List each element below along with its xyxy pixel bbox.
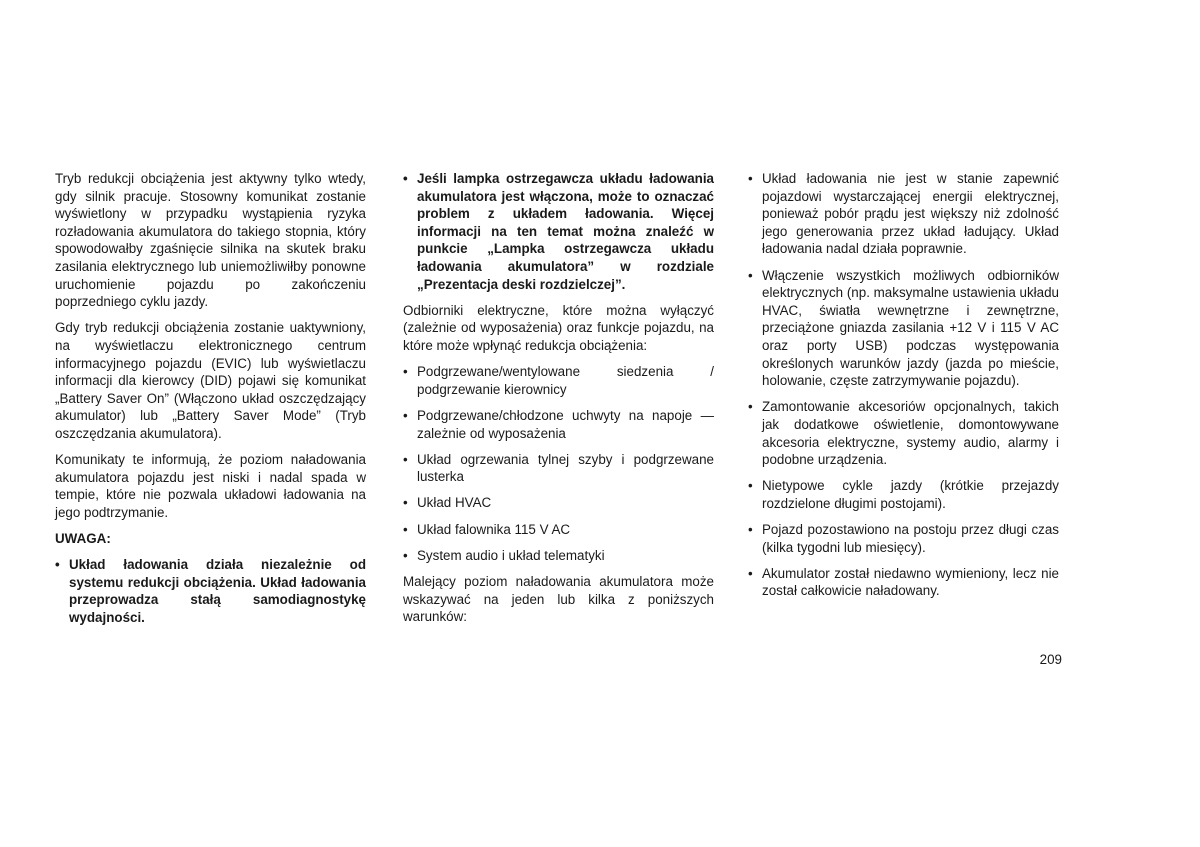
loads-list (403, 363, 714, 564)
list-item: • Układ ogrzewania tylnej szyby i podgrzewane lusterka (403, 451, 714, 486)
right-column (748, 170, 1059, 609)
loads-intro-paragraph: Odbiorniki elektryczne, które można wyłączyć (zależnie od wyposażenia) oraz funkcje pojazdu, na które może wpłynąć redukcja obciążenia: (403, 302, 714, 353)
list-item: • Układ falownika 115 V AC (403, 521, 714, 539)
load-shed-intro-paragraph: Tryb redukcji obciążenia jest aktywny tylko wtedy, gdy silnik pracuje. Stosowny komunikat zostanie wyświetlony w przypadku wystąpienia ryzyka rozładowania akumulatora do takiego stopnia, który spowodowałby zgaśnięcie silnika na skutek braku zasilania elektrycznego lub uniemożliwiłby ponowne uruchomienie pojazdu po zakończeniu poprzedniego cyklu jazdy. (55, 171, 366, 310)
battery-saver-message-paragraph: Gdy tryb redukcji obciążenia zostanie uaktywniony, na wyświetlaczu elektronicznego centrum informacyjnego pojazdu (EVIC) lub wyświetlaczu informacji dla kierowcy (DID) pojawi się komunikat „Battery Saver On” (Włączono układ oszczędzający akumulator) lub „Battery Saver Mode” (Tryb oszczędzania akumulatora). (55, 320, 366, 441)
list-item: • Zamontowanie akcesoriów opcjonalnych, takich jak dodatkowe oświetlenie, domontowywane akcesoria elektryczne, systemy audio, alarmy i podobne urządzenia. (748, 398, 1059, 468)
list-item: • Akumulator został niedawno wymieniony, lecz nie został całkowicie naładowany. (748, 565, 1059, 600)
conditions-list (748, 170, 1059, 600)
low-charge-paragraph: Komunikaty te informują, że poziom naładowania akumulatora pojazdu jest niski i nadal spada w tempie, które nie pozwala układowi ładowania na jego podtrzymanie. (55, 452, 366, 520)
list-item: • Nietypowe cykle jazdy (krótkie przejazdy rozdzielone długimi postojami). (748, 477, 1059, 512)
list-item: • Podgrzewane/chłodzone uchwyty na napoje — zależnie od wyposażenia (403, 407, 714, 442)
list-item: • Układ ładowania nie jest w stanie zapewnić pojazdowi wystarczającej energii elektrycznej, ponieważ pobór prądu jest większy niż zdolność jego generowania przez układ ładujący. Układ ładowania nadal działa poprawnie. (748, 170, 1059, 258)
list-item: • Podgrzewane/wentylowane siedzenia / podgrzewanie kierownicy (403, 363, 714, 398)
list-item: • System audio i układ telematyki (403, 547, 714, 565)
middle-column (403, 170, 714, 634)
note-bullet-list (55, 556, 366, 626)
left-column (55, 170, 366, 635)
list-item: • Pojazd pozostawiono na postoju przez długi czas (kilka tygodni lub miesięcy). (748, 521, 1059, 556)
conditions-intro-paragraph: Malejący poziom naładowania akumulatora może wskazywać na jeden lub kilka z poniższych warunków: (403, 574, 714, 625)
warning-bullet-list (403, 170, 714, 293)
page-number: 209 (1039, 652, 1062, 667)
list-item: • Układ HVAC (403, 494, 714, 512)
note-bullet: • Układ ładowania działa niezależnie od systemu redukcji obciążenia. Układ ładowania przeprowadza stałą samodiagnostykę wydajności. (55, 556, 366, 626)
note-heading: UWAGA: (55, 531, 111, 547)
warning-bullet: • Jeśli lampka ostrzegawcza układu ładowania akumulatora jest włączona, może to oznaczać problem z układem ładowania. Więcej informacji na ten temat można znaleźć w punkcie „Lampka ostrzegawcza układu ładowania akumulatora” w rozdziale „Prezentacja deski rozdzielczej”. (403, 170, 714, 293)
list-item: • Włączenie wszystkich możliwych odbiorników elektrycznych (np. maksymalne ustawienia układu HVAC, światła wewnętrzne i zewnętrzne, przeciążone gniazda zasilania +12 V i 115 V AC oraz porty USB) podczas występowania określonych warunków jazdy (jazda po mieście, holowanie, częste zatrzymywanie pojazdu). (748, 267, 1059, 390)
